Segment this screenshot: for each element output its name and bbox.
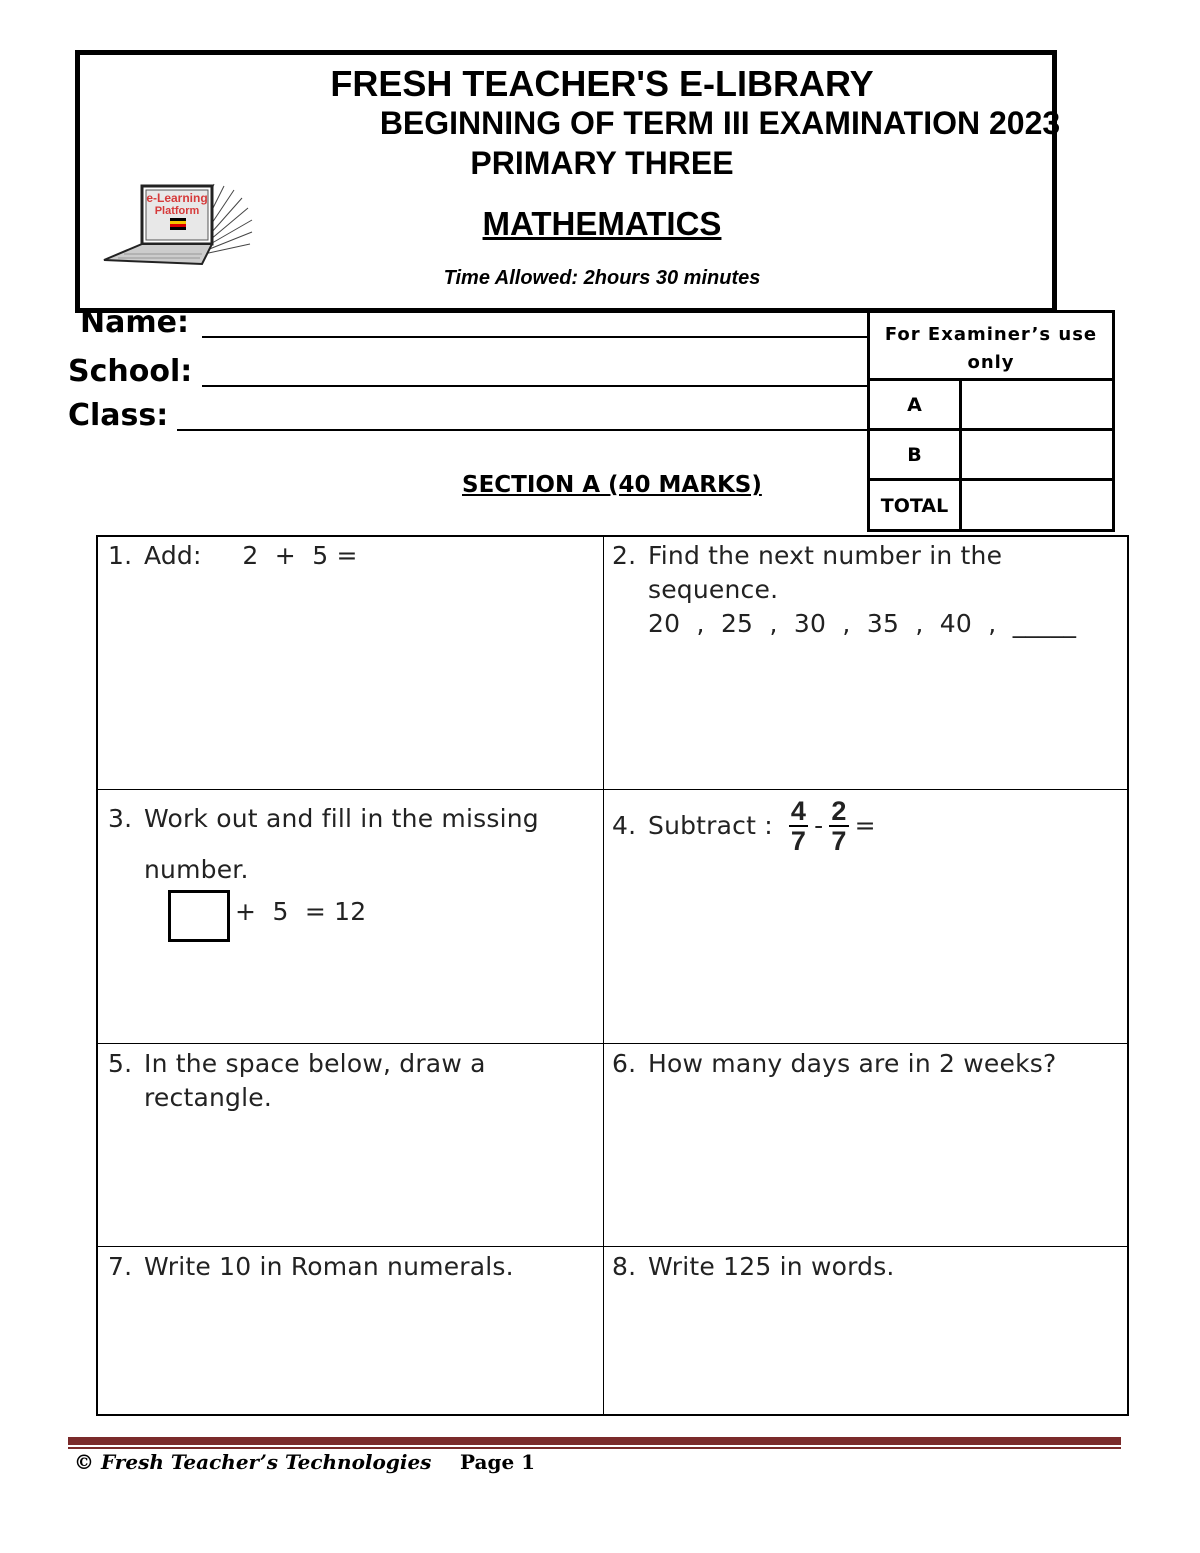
question-number: 3. (108, 804, 133, 833)
examiner-row-b (870, 431, 1112, 481)
question-text: Add: 2 + 5 = (144, 541, 358, 570)
class-field[interactable] (177, 429, 867, 431)
examiner-row-total (870, 481, 1112, 531)
grid-divider (98, 789, 1127, 790)
footer-rule-thin (68, 1447, 1121, 1449)
operator: - (814, 811, 824, 840)
question-1 (108, 539, 358, 573)
exam-header (75, 50, 1061, 313)
question-5 (108, 1047, 486, 1115)
examiner-heading: For Examiner’s use only (870, 313, 1112, 381)
name-field[interactable] (202, 336, 867, 338)
numerator: 2 (831, 796, 847, 826)
question-text: Work out and fill in the missing (144, 804, 539, 833)
question-8 (612, 1250, 895, 1284)
section-title: SECTION A (40 MARKS) (462, 472, 762, 498)
fraction-2 (829, 797, 848, 855)
question-number: 4. (612, 811, 637, 840)
question-text: Write 125 in words. (648, 1252, 895, 1281)
grid-divider (98, 1246, 1127, 1247)
question-number: 8. (612, 1252, 637, 1281)
school-field[interactable] (202, 385, 867, 387)
equals-sign: = (854, 811, 876, 840)
question-number: 6. (612, 1049, 637, 1078)
answer-box[interactable] (168, 890, 230, 942)
subject-title: MATHEMATICS (482, 205, 722, 242)
name-label: Name: (80, 305, 189, 340)
examiner-box (867, 310, 1115, 532)
question-text: rectangle. (144, 1083, 272, 1112)
question-number: 2. (612, 541, 637, 570)
question-number: 1. (108, 541, 133, 570)
question-grid (96, 535, 1129, 1416)
grid-divider (603, 537, 604, 1414)
question-6 (612, 1047, 1056, 1081)
question-text: Subtract : (648, 811, 773, 840)
question-number: 7. (108, 1252, 133, 1281)
page-number: Page 1 (460, 1450, 536, 1474)
fraction-1 (789, 797, 808, 855)
question-number: 5. (108, 1049, 133, 1078)
class-level: PRIMARY THREE (470, 145, 734, 181)
logo-text-line2: Platform (154, 205, 200, 217)
examiner-row-a (870, 381, 1112, 431)
sequence: 20 , 25 , 30 , 35 , 40 , _____ (648, 609, 1077, 638)
laptop-book-logo-icon (84, 180, 254, 270)
question-text: In the space below, draw a (144, 1049, 486, 1078)
equation: + 5 = 12 (235, 897, 367, 926)
question-text: sequence. (648, 575, 779, 604)
examiner-row-label: TOTAL (870, 481, 962, 531)
question-7 (108, 1250, 514, 1284)
time-allowed: Time Allowed: 2hours 30 minutes (443, 267, 761, 289)
question-text: number. (144, 855, 249, 884)
numerator: 4 (790, 796, 807, 826)
question-3 (108, 793, 539, 895)
examiner-row-label: A (870, 381, 962, 428)
question-text: Write 10 in Roman numerals. (144, 1252, 514, 1281)
exam-title: BEGINNING OF TERM III EXAMINATION 2023 (379, 105, 1061, 141)
question-text: Find the next number in the (648, 541, 1003, 570)
denominator: 7 (831, 826, 847, 856)
class-label: Class: (68, 398, 169, 433)
grid-divider (98, 1043, 1127, 1044)
examiner-row-label: B (870, 431, 962, 478)
question-2 (612, 539, 1076, 641)
question-text: How many days are in 2 weeks? (648, 1049, 1057, 1078)
school-label: School: (68, 354, 193, 389)
library-title: FRESH TEACHER'S E-LIBRARY (330, 63, 874, 104)
footer-rule (68, 1437, 1121, 1445)
denominator: 7 (790, 826, 807, 856)
question-4 (612, 797, 876, 855)
footer-copyright: © Fresh Teacher’s Technologies (74, 1450, 432, 1474)
logo-text-line1: e-Learning (146, 191, 208, 205)
